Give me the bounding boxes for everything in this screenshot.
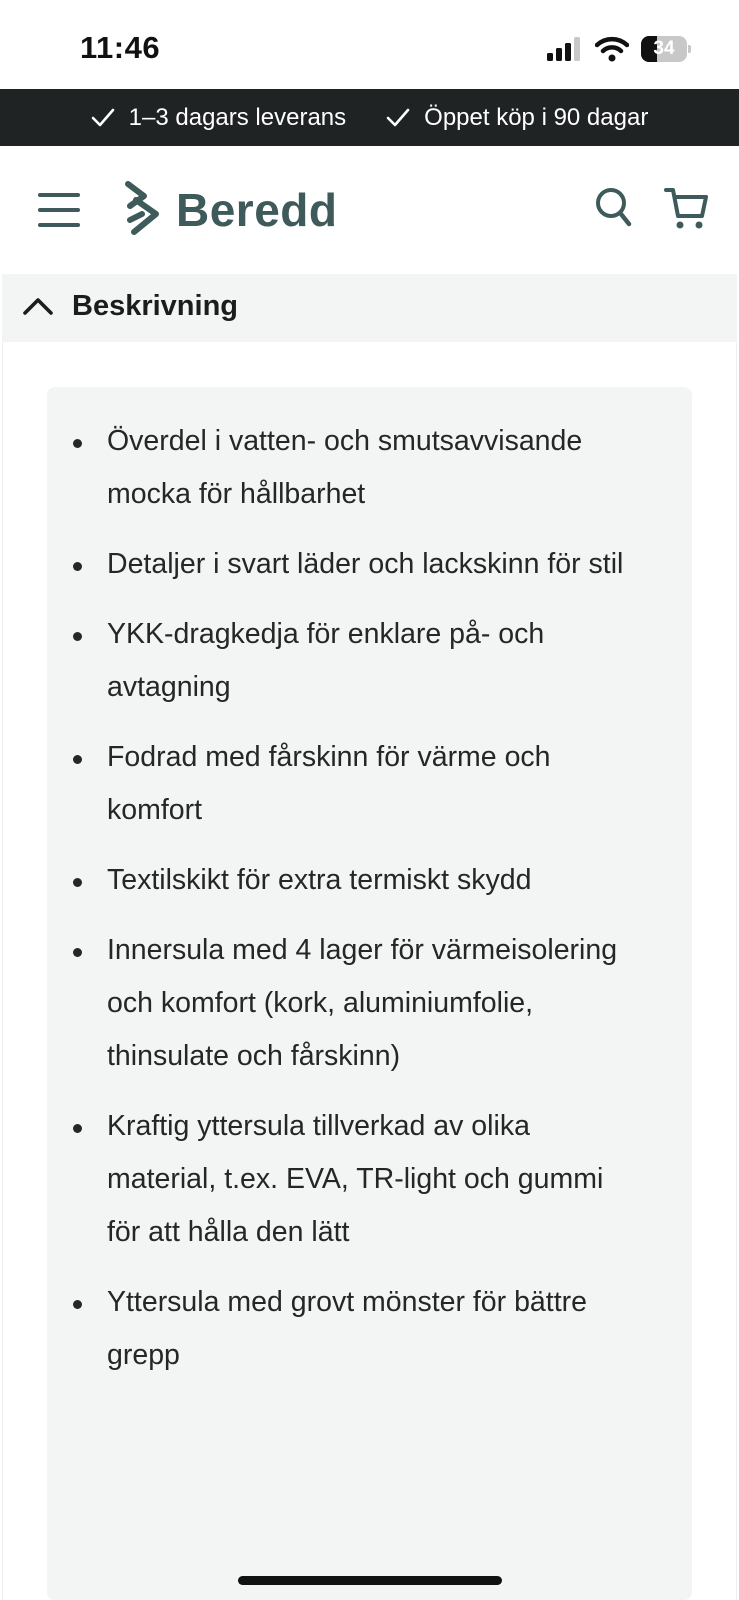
battery-icon <box>641 36 691 62</box>
search-icon <box>594 186 634 230</box>
check-icon <box>386 108 410 128</box>
description-list <box>47 387 692 1382</box>
wifi-icon <box>595 36 629 62</box>
site-header <box>0 146 739 274</box>
promo-item-returns <box>386 104 648 132</box>
list-item-text: Detaljer i svart läder och lackskinn för stil <box>107 548 624 580</box>
list-item <box>107 538 632 591</box>
list-item-text: YKK-dragkedja för enklare på- och avtagning <box>107 618 545 703</box>
logo-text: Beredd <box>176 184 338 236</box>
list-item <box>107 1100 632 1259</box>
description-box <box>47 387 692 1600</box>
list-item-text: Textilskikt för extra termiskt skydd <box>107 864 532 896</box>
accordion-header-description[interactable] <box>2 274 737 342</box>
list-item <box>107 731 632 837</box>
battery-level: 34 <box>653 38 675 59</box>
promo-text-returns: Öppet köp i 90 dagar <box>424 103 649 131</box>
status-bar <box>0 0 739 89</box>
list-item <box>107 854 632 907</box>
list-item <box>107 924 632 1083</box>
logo-mark-icon <box>124 180 162 240</box>
promo-text-delivery: 1–3 dagars leverans <box>128 103 347 131</box>
cellular-signal-icon <box>547 37 583 61</box>
cart-icon <box>664 186 710 232</box>
logo[interactable] <box>124 180 337 240</box>
list-item-text: Kraftig yttersula tillverkad av olika material, t.ex. EVA, TR-light och gummi för att hålla den lätt <box>107 1110 604 1248</box>
accordion-title: Beskrivning <box>72 290 238 322</box>
list-item-text: Yttersula med grovt mönster för bättre grepp <box>107 1286 587 1371</box>
list-item <box>107 608 632 714</box>
list-item-text: Överdel i vatten- och smutsavvisande mocka för hållbarhet <box>107 425 583 510</box>
search-button[interactable] <box>594 186 634 230</box>
hamburger-menu-icon[interactable] <box>38 193 80 227</box>
list-item <box>107 415 632 521</box>
list-item <box>107 1276 632 1382</box>
promo-bar <box>0 89 739 146</box>
home-indicator <box>238 1576 502 1585</box>
list-item-text: Innersula med 4 lager för värmeisolering och komfort (kork, aluminiumfolie, thinsulate och fårskinn) <box>107 934 618 1072</box>
status-time: 11:46 <box>80 30 161 65</box>
chevron-up-icon <box>22 294 54 318</box>
cart-button[interactable] <box>664 186 710 232</box>
list-item-text: Fodrad med fårskinn för värme och komfort <box>107 741 551 826</box>
check-icon <box>91 108 115 128</box>
promo-item-delivery <box>91 104 346 132</box>
status-icons <box>547 34 691 64</box>
